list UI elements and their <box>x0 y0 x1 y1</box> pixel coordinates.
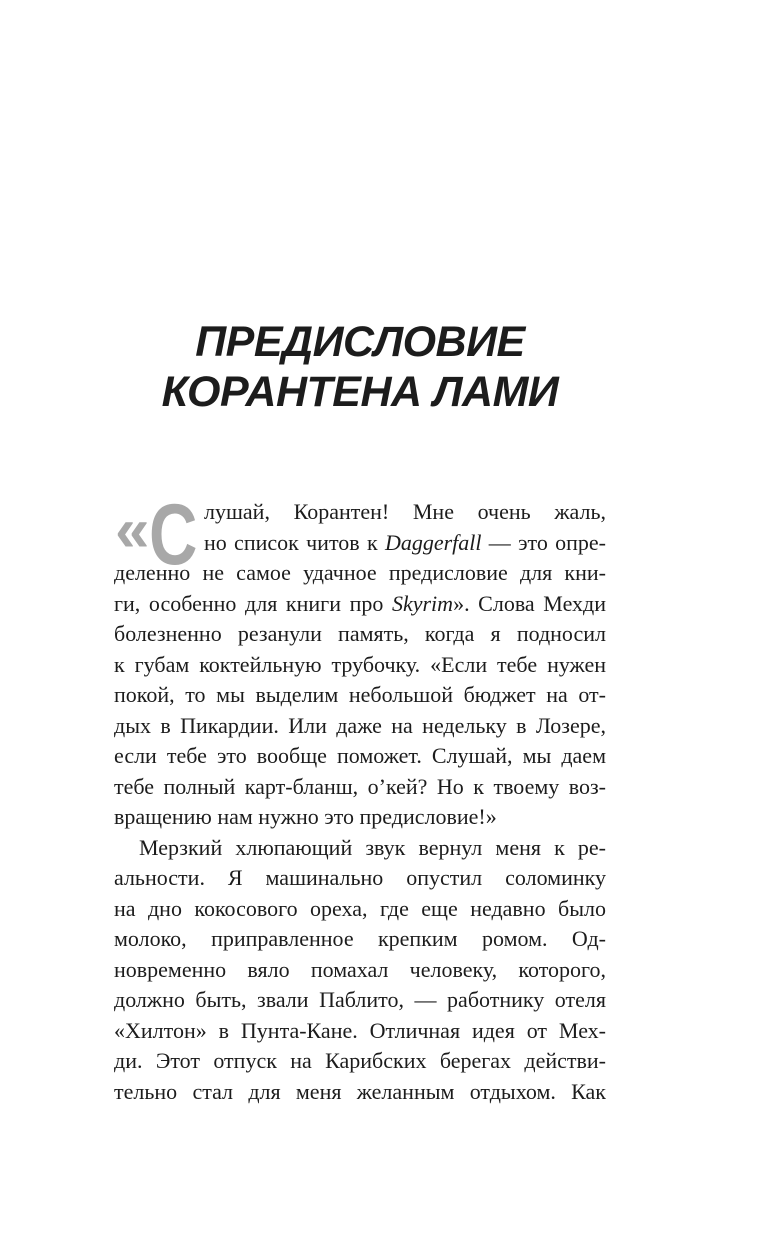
text-line <box>114 924 606 955</box>
text-segment: Мерзкий хлюпающий звук вернул меня к ре- <box>139 834 606 860</box>
text-segment: ги, особенно для книги про <box>114 590 392 616</box>
text-segment: болезненно резанули память, когда я подносил <box>114 621 606 646</box>
text-line <box>114 528 606 559</box>
text-line <box>114 955 606 986</box>
emphasis-text: Daggerfall <box>384 529 482 555</box>
text-line <box>114 497 606 528</box>
text-line <box>114 833 606 864</box>
emphasis-text: Skyrim <box>391 590 454 616</box>
text-segment: альности. Я машинально опустил соломинку <box>114 865 606 890</box>
text-segment: новременно вяло помахал человеку, которого, <box>114 956 606 982</box>
text-line <box>114 650 606 681</box>
text-segment: лушай, Корантен! Мне очень жаль, <box>204 499 606 524</box>
text-segment: вращению нам нужно это предисловие!» <box>114 804 497 829</box>
text-segment: на дно кокосового ореха, где еще недавно было <box>114 895 606 921</box>
text-segment: покой, то мы выделим небольшой бюджет на от- <box>114 682 606 707</box>
text-line <box>114 863 606 894</box>
dropcap-letter: С <box>149 487 198 583</box>
text-line <box>114 772 606 803</box>
text-segment: дых в Пикардии. Или даже на недельку в Лозере, <box>114 712 606 738</box>
text-segment: ди. Этот отпуск на Карибских берегах действи- <box>114 1048 606 1073</box>
paragraph <box>114 833 606 1108</box>
text-line <box>114 1077 606 1108</box>
text-segment: ». Слова Мехди <box>453 590 606 616</box>
text-line <box>114 558 606 589</box>
text-segment: молоко, приправленное крепким ромом. Од- <box>114 926 606 951</box>
text-line <box>114 741 606 772</box>
text-line <box>114 1046 606 1077</box>
text-line <box>114 589 606 620</box>
text-segment: «Хилтон» в Пунта-Кане. Отличная идея от Мех- <box>114 1017 606 1043</box>
chapter-title-line-1: ПРЕДИСЛОВИЕ <box>195 318 525 366</box>
text-line <box>114 680 606 711</box>
chapter-title <box>114 317 606 417</box>
text-segment: тельно стал для меня желанным отдыхом. Как <box>114 1078 606 1104</box>
text-segment: к губам коктейльную трубочку. «Если тебе нужен <box>114 651 606 677</box>
text-segment: если тебе это вообще поможет. Слушай, мы даем <box>114 743 606 768</box>
text-line <box>114 1016 606 1047</box>
text-line <box>114 619 606 650</box>
text-line <box>114 802 606 833</box>
paragraph <box>114 497 606 833</box>
text-segment: — это опре- <box>481 529 606 555</box>
dropcap-opening-quote: « <box>115 496 150 565</box>
text-line <box>114 894 606 925</box>
chapter-title-line-2: КОРАНТЕНА ЛАМИ <box>161 368 559 416</box>
text-segment: но список читов к <box>204 529 385 555</box>
text-segment: тебе полный карт-бланш, о’кей? Но к твоему воз- <box>114 773 606 799</box>
text-line <box>114 985 606 1016</box>
text-line <box>114 711 606 742</box>
text-segment: должно быть, звали Паблито, — работнику отеля <box>114 987 606 1012</box>
body-text <box>114 497 606 1107</box>
text-segment: деленно не самое удачное предисловие для кни- <box>114 560 606 585</box>
